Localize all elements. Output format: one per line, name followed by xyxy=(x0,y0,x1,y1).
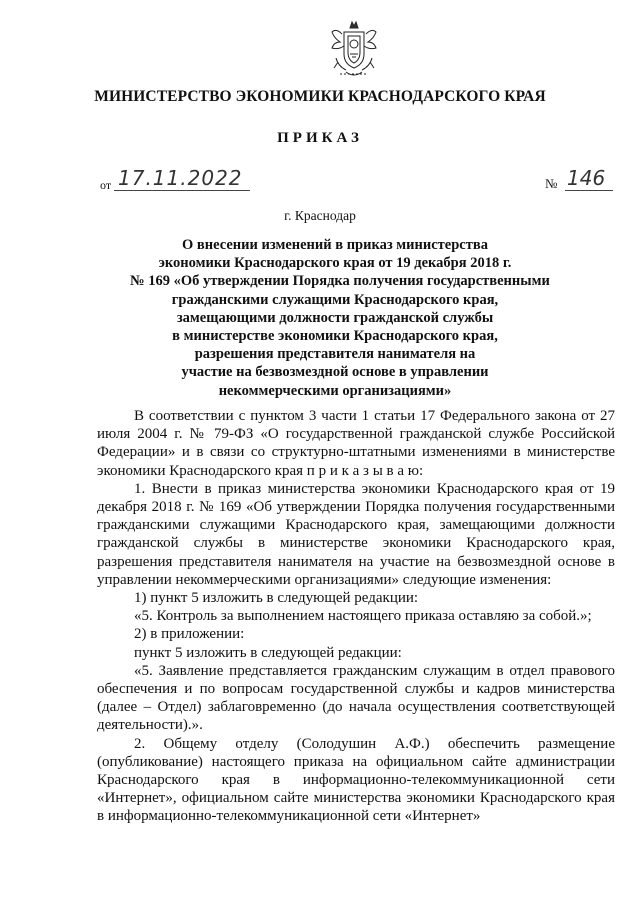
appendix-item-5-intro: пункт 5 изложить в следующей редакции: xyxy=(134,644,402,661)
subject-line: экономики Краснодарского края от 19 декабря 2018 г. xyxy=(158,255,512,272)
item-2-paragraph: 2. Общему отделу (Солодушин А.Ф.) обеспечить размещение (опубликование) настоящего приказа на официальном сайте администрации Краснодарского края в информационно-телекоммуникационной сети «Интернет», официальном сайте министерства экономики Краснодарского края в информационно-телекоммуникационной сети «Интернет» xyxy=(97,735,615,825)
subject-line: участие на безвозмездной основе в управлении xyxy=(181,364,489,381)
subject-line: замещающими должности гражданской службы xyxy=(176,309,494,326)
quoted-item-5-application: «5. Заявление представляется гражданским служащим в отдел правового обеспечения и по вопросам государственной службы и кадров министерства (далее – Отдел) заблаговременно (до начала осуществления соответствующей деятельности).». xyxy=(97,662,615,734)
subject-line: разрешения представителя нанимателя на xyxy=(194,346,476,363)
subject-line: некоммерческими организациями» xyxy=(218,382,452,399)
number-value: 146 xyxy=(567,166,606,190)
coat-of-arms-icon xyxy=(326,18,382,82)
order-number xyxy=(545,166,615,192)
number-prefix: № xyxy=(545,176,558,191)
subitem-1-paragraph: 1) пункт 5 изложить в следующей редакции: xyxy=(134,590,419,607)
city: г. Краснодар xyxy=(284,208,356,223)
date-underline xyxy=(114,190,250,191)
order-title: ПРИКАЗ xyxy=(277,130,363,146)
item-1-paragraph: 1. Внести в приказ министерства экономики Краснодарского края от 19 декабря 2018 г. № 169 «Об утверждении Порядка получения государственными гражданскими служащими Краснодарского края, замещающими должности гражданской службы в министерстве экономики Краснодарского края, разрешения представителя нанимателя на участие на безвозмездной основе в управлении некоммерческими организациями» следующие изменения: xyxy=(97,480,615,588)
ministry-name: МИНИСТЕРСТВО ЭКОНОМИКИ КРАСНОДАРСКОГО КРАЯ xyxy=(94,88,546,105)
subject-line: № 169 «Об утверждении Порядка получения государственными xyxy=(130,273,550,290)
number-underline xyxy=(565,190,613,191)
quoted-item-5-control: «5. Контроль за выполнением настоящего приказа оставляю за собой.»; xyxy=(134,608,592,625)
subitem-2-paragraph: 2) в приложении: xyxy=(134,626,245,643)
subject-line: гражданскими служащими Краснодарского края, xyxy=(171,291,499,308)
subject-line: О внесении изменений в приказ министерства xyxy=(182,237,488,253)
preamble-paragraph: В соответствии с пунктом 3 части 1 статьи 17 Федерального закона от 27 июля 2004 г. № 79-ФЗ «О государственной гражданской службе Российской Федерации» и в связи со структурно-штатными изменениями в министерстве экономики Краснодарского края п р и к а з ы в а ю: xyxy=(97,408,615,479)
order-body xyxy=(97,407,615,826)
subject-line: в министерстве экономики Краснодарского края, xyxy=(172,328,498,345)
order-date xyxy=(100,166,250,192)
date-value: 17.11.2022 xyxy=(118,166,243,190)
order-subject xyxy=(130,236,550,400)
date-prefix: от xyxy=(100,178,112,192)
